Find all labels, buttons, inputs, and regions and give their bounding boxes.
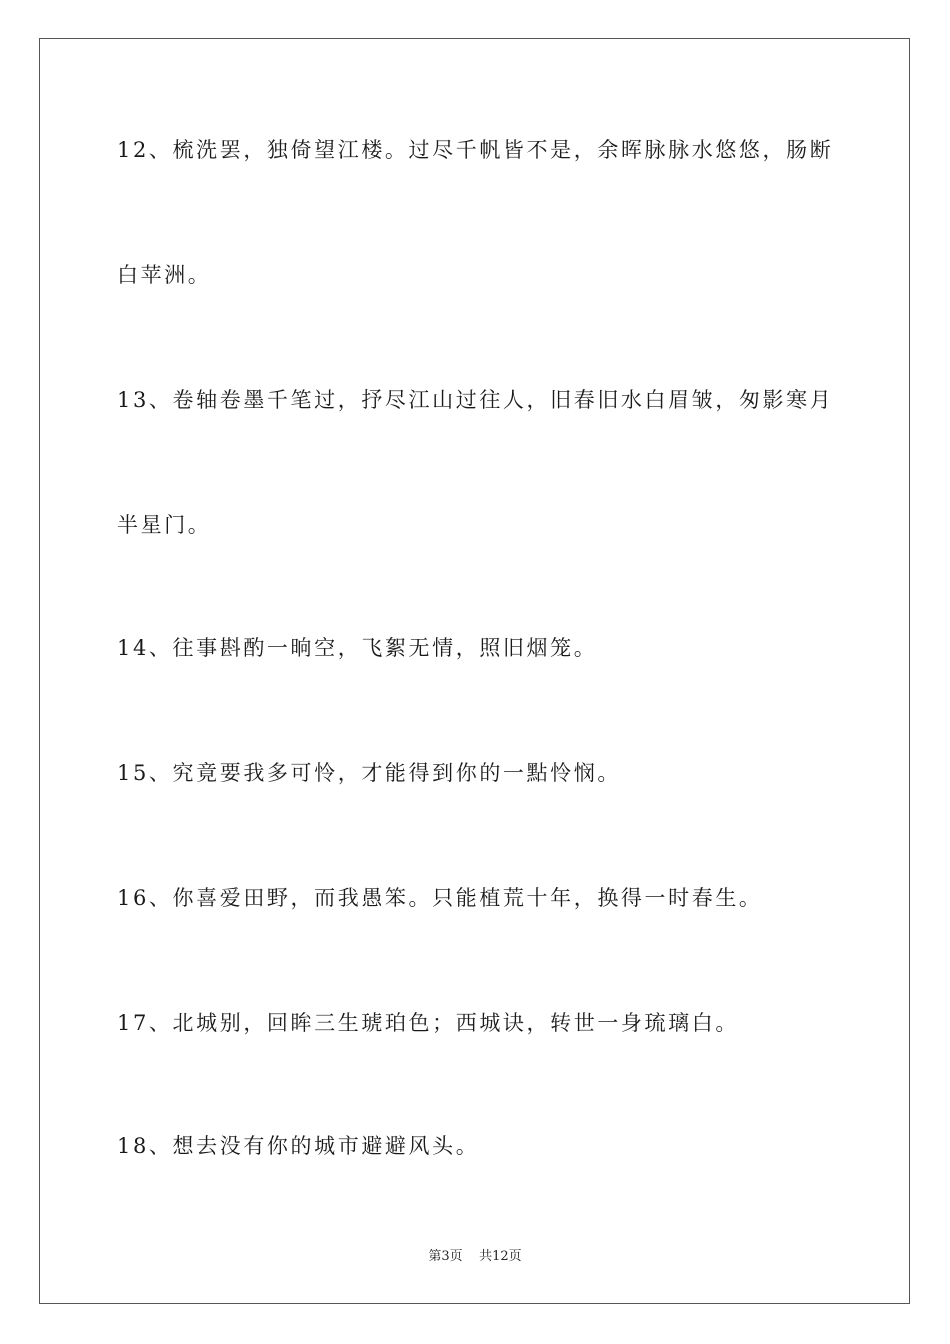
text-line: 17、北城别，回眸三生琥珀色；西城诀，转世一身琉璃白。 xyxy=(117,1011,739,1035)
text-line: 18、想去没有你的城市避避风头。 xyxy=(117,1134,480,1158)
text-line: 16、你喜爱田野，而我愚笨。只能植荒十年，换得一时春生。 xyxy=(117,886,763,910)
text-line: 13、卷轴卷墨千笔过，抒尽江山过往人，旧春旧水白眉皱，匆影寒月 xyxy=(117,388,834,412)
text-line: 14、往事斟酌一晌空，飞絮无情，照旧烟笼。 xyxy=(117,636,598,660)
page-total: 共12页 xyxy=(479,1249,522,1264)
text-line: 12、梳洗罢，独倚望江楼。过尽千帆皆不是，余晖脉脉水悠悠，肠断 xyxy=(117,138,834,162)
text-line: 白苹洲。 xyxy=(117,263,212,287)
text-line: 15、究竟要我多可怜，才能得到你的一點怜悯。 xyxy=(117,761,621,785)
page-footer xyxy=(0,1248,950,1266)
page-number: 第3页 xyxy=(428,1249,463,1264)
page-frame xyxy=(39,38,910,1304)
text-line: 半星门。 xyxy=(117,513,212,537)
